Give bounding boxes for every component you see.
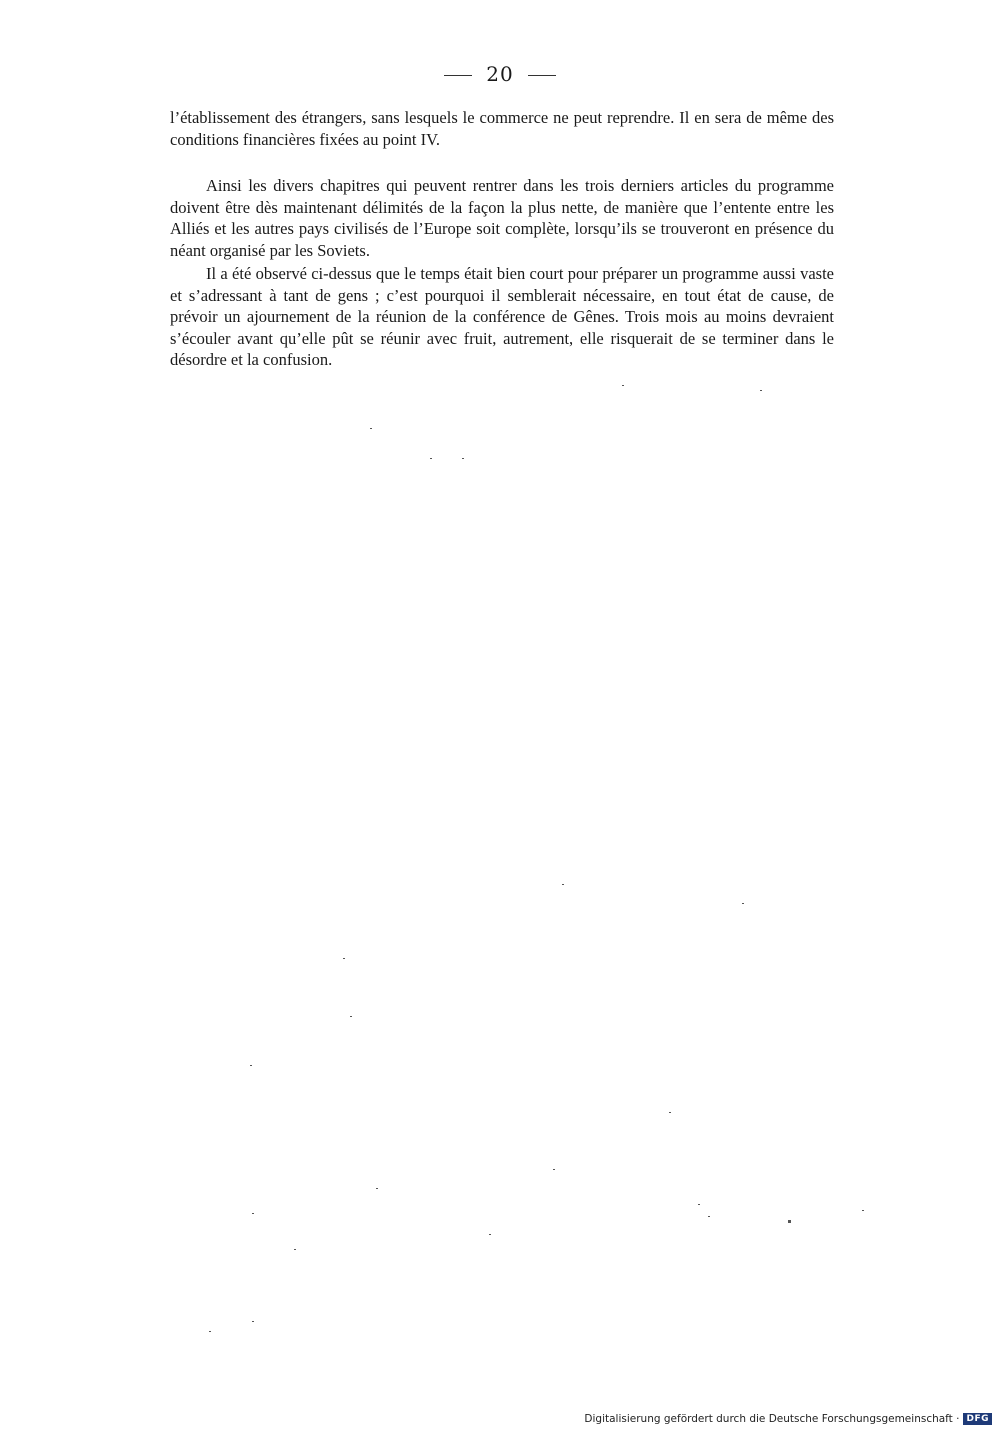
scan-speck: [252, 1213, 254, 1214]
scan-speck: [294, 1249, 296, 1250]
scan-speck: [788, 1220, 791, 1223]
right-dash: [528, 75, 556, 76]
paragraph-postponement: [170, 263, 834, 371]
scan-speck: [252, 1321, 254, 1322]
scan-speck: [376, 1188, 378, 1189]
scan-speck: [708, 1216, 710, 1217]
scan-speck: [462, 458, 464, 459]
scan-speck: [553, 1169, 555, 1170]
scan-speck: [350, 1016, 352, 1017]
footer-credit-text: Digitalisierung gefördert durch die Deutsche Forschungsgemeinschaft ·: [584, 1413, 960, 1425]
digitization-footer: [584, 1413, 992, 1425]
paragraph-2-text: Ainsi les divers chapitres qui peuvent rentrer dans les trois derniers articles du programme doivent être dès maintenant délimités de la façon la plus nette, de manière que l’entente entre les Alliés et les autres pays civilisés de l’Europe soit complète, lorsqu’ils se trouveront en présence du néant organisé par les Soviets.: [170, 176, 834, 260]
paragraph-continuation: [170, 107, 834, 150]
scan-speck: [250, 1065, 252, 1066]
scan-speck: [669, 1112, 671, 1113]
scan-speck: [209, 1331, 211, 1332]
paragraph-chapters: [170, 175, 834, 261]
scan-speck: [742, 903, 744, 904]
scan-speck: [760, 390, 762, 391]
left-dash: [444, 75, 472, 76]
scan-speck: [343, 958, 345, 959]
scan-speck: [862, 1210, 864, 1211]
paragraph-3-text: Il a été observé ci-dessus que le temps était bien court pour préparer un programme aussi vaste et s’adressant à tant de gens ; c’est pourquoi il semblerait nécessaire, en tout état de cause, de prévoir un ajournement de la réunion de la conférence de Gênes. Trois mois au moins devraient s’écouler avant qu’elle pût se réunir avec fruit, autrement, elle risquerait de se terminer dans le désordre et la confusion.: [170, 264, 834, 369]
scan-speck: [430, 458, 432, 459]
scan-speck: [370, 428, 372, 429]
paragraph-1-text: l’établissement des étrangers, sans lesquels le commerce ne peut reprendre. Il en sera de même des conditions financières fixées au point IV.: [170, 108, 834, 149]
scan-speck: [489, 1234, 491, 1235]
dfg-logo: DFG: [963, 1413, 992, 1425]
page-number: [0, 62, 1000, 86]
scan-speck: [698, 1204, 700, 1205]
scan-speck: [622, 385, 624, 386]
scan-speck: [562, 884, 564, 885]
page-number-text: 20: [486, 62, 514, 86]
